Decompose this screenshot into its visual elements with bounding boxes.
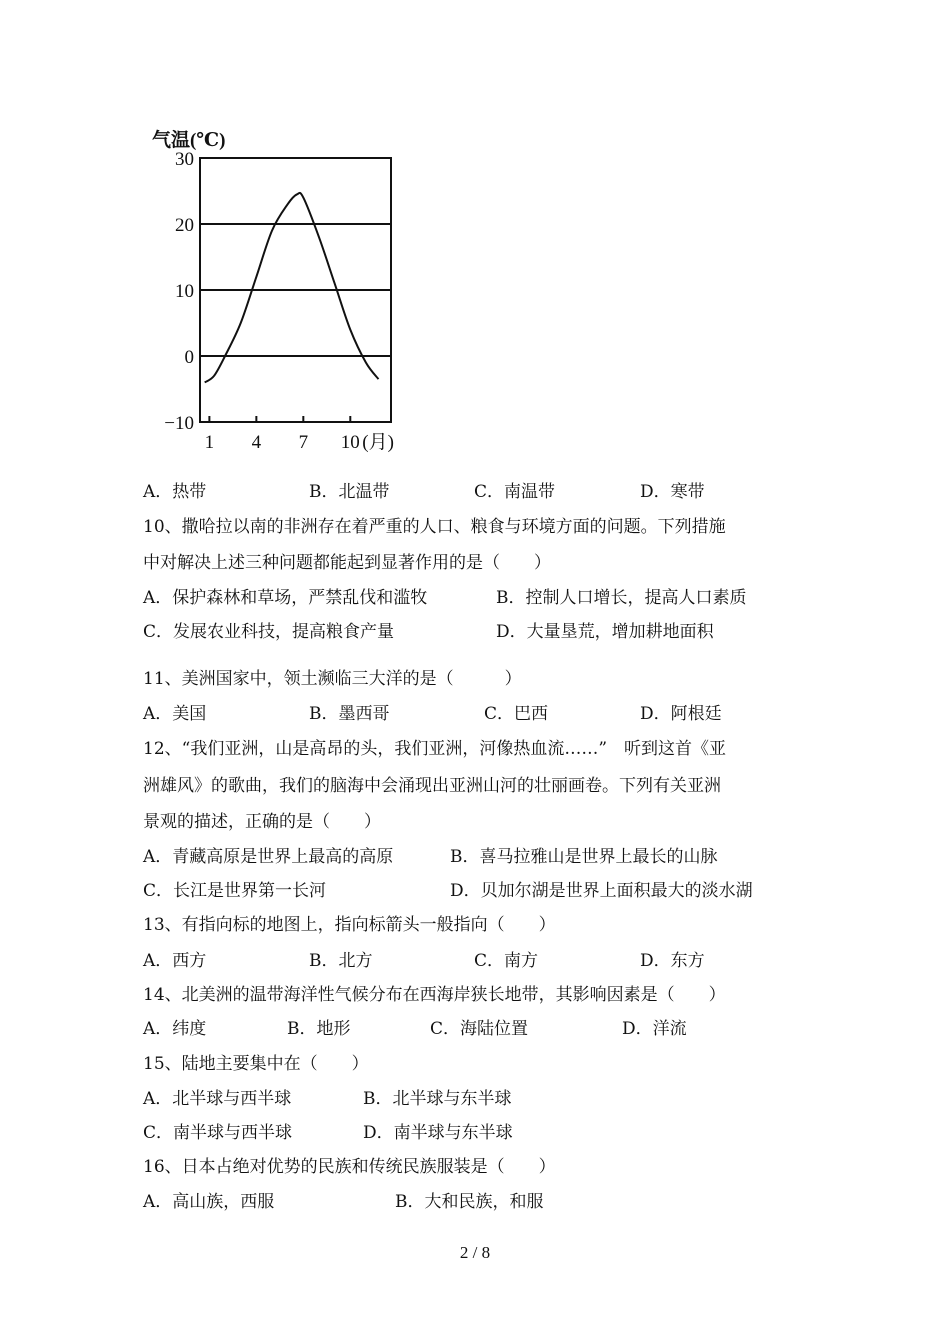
chart-y-label: 气温(℃): [152, 130, 226, 151]
q12-option-a[interactable]: A．青藏高原是世界上最高的高原: [143, 847, 394, 867]
y-tick-label: 0: [184, 347, 194, 368]
q14-stem: 14、北美洲的温带海洋性气候分布在西海岸狭长地带，其影响因素是（ ）: [143, 985, 726, 1005]
q11-option-d[interactable]: D．阿根廷: [640, 704, 722, 724]
x-unit-label: (月): [362, 432, 394, 453]
q16-option-a[interactable]: A．高山族，西服: [143, 1192, 275, 1212]
q13-stem: 13、有指向标的地图上，指向标箭头一般指向（ ）: [143, 915, 556, 935]
q13-option-b[interactable]: B．北方: [309, 951, 373, 971]
q12-option-d[interactable]: D．贝加尔湖是世界上面积最大的淡水湖: [450, 881, 753, 901]
x-tick-label: 10: [340, 432, 360, 453]
y-tick-label: 10: [175, 281, 194, 302]
q10-option-b[interactable]: B．控制人口增长，提高人口素质: [496, 588, 747, 608]
q10-stem-line-1: 10、撒哈拉以南的非洲存在着严重的人口、粮食与环境方面的问题。下列措施: [143, 517, 726, 537]
q13-option-c[interactable]: C．南方: [474, 951, 539, 971]
q11-stem: 11、美洲国家中，领土濒临三大洋的是（ ）: [143, 669, 522, 689]
x-tick-label: 4: [251, 432, 262, 453]
q15-option-c[interactable]: C．南半球与西半球: [143, 1123, 293, 1143]
q12-stem-line-1: 12、“我们亚洲，山是高昂的头，我们亚洲，河像热血流……” 听到这首《亚: [143, 739, 727, 759]
q16-stem: 16、日本占绝对优势的民族和传统民族服装是（ ）: [143, 1157, 556, 1177]
q10-option-c[interactable]: C．发展农业科技，提高粮食产量: [143, 622, 395, 642]
q12-option-b[interactable]: B．喜马拉雅山是世界上最长的山脉: [450, 847, 718, 867]
q9-option-d[interactable]: D．寒带: [640, 482, 705, 502]
q11-option-a[interactable]: A．美国: [143, 704, 207, 724]
q12-option-c[interactable]: C．长江是世界第一长河: [143, 881, 327, 901]
q9-option-a[interactable]: A．热带: [143, 482, 207, 502]
q10-stem-line-2: 中对解决上述三种问题都能起到显著作用的是（ ）: [143, 553, 551, 573]
q13-option-a[interactable]: A．西方: [143, 951, 207, 971]
q11-option-c[interactable]: C．巴西: [484, 704, 549, 724]
x-tick-label: 7: [298, 432, 309, 453]
q14-option-a[interactable]: A．纬度: [143, 1019, 207, 1039]
page-number: 2 / 8: [459, 1243, 491, 1262]
temperature-chart: [148, 120, 418, 460]
q14-option-d[interactable]: D．洋流: [622, 1019, 687, 1039]
q15-option-b[interactable]: B．北半球与东半球: [363, 1089, 512, 1109]
temperature-curve: [205, 193, 379, 383]
q14-option-b[interactable]: B．地形: [287, 1019, 351, 1039]
q12-stem-line-3: 景观的描述，正确的是（ ）: [143, 812, 381, 832]
q16-option-b[interactable]: B．大和民族，和服: [395, 1192, 544, 1212]
q14-option-c[interactable]: C．海陆位置: [430, 1019, 529, 1039]
q11-option-b[interactable]: B．墨西哥: [309, 704, 390, 724]
y-tick-label: −10: [164, 413, 194, 434]
q10-option-d[interactable]: D．大量垦荒，增加耕地面积: [496, 622, 714, 642]
q15-option-a[interactable]: A．北半球与西半球: [143, 1089, 292, 1109]
y-tick-label: 30: [175, 149, 194, 170]
q13-option-d[interactable]: D．东方: [640, 951, 705, 971]
q15-option-d[interactable]: D．南半球与东半球: [363, 1123, 513, 1143]
q12-stem-line-2: 洲雄风》的歌曲，我们的脑海中会涌现出亚洲山河的壮丽画卷。下列有关亚洲: [143, 776, 721, 796]
x-tick-label: 1: [204, 432, 215, 453]
q9-option-b[interactable]: B．北温带: [309, 482, 390, 502]
y-tick-label: 20: [175, 215, 194, 236]
q10-option-a[interactable]: A．保护森林和草场，严禁乱伐和滥牧: [143, 588, 428, 608]
q9-option-c[interactable]: C．南温带: [474, 482, 556, 502]
q15-stem: 15、陆地主要集中在（ ）: [143, 1054, 369, 1074]
